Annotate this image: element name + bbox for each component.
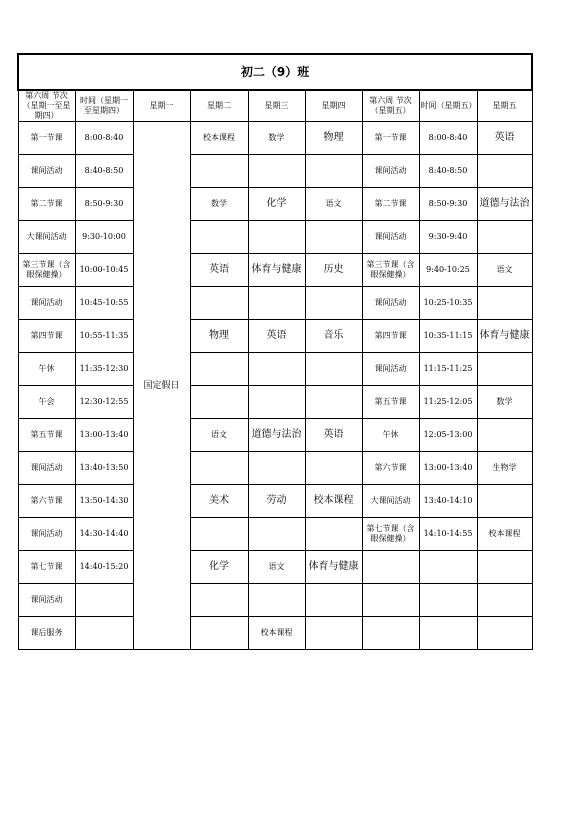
tuesday-cell bbox=[190, 584, 248, 617]
wednesday-cell bbox=[248, 155, 305, 188]
thursday-cell bbox=[305, 584, 362, 617]
tuesday-cell bbox=[190, 452, 248, 485]
tuesday-cell bbox=[190, 287, 248, 320]
friday-cell bbox=[477, 584, 532, 617]
time-cell: 8:40-8:50 bbox=[75, 155, 133, 188]
tuesday-cell: 校本课程 bbox=[190, 122, 248, 155]
tuesday-cell: 英语 bbox=[190, 254, 248, 287]
thursday-cell: 历史 bbox=[305, 254, 362, 287]
wednesday-cell: 劳动 bbox=[248, 485, 305, 518]
thursday-cell: 英语 bbox=[305, 419, 362, 452]
wednesday-cell: 语文 bbox=[248, 551, 305, 584]
friday-time-cell: 8:00-8:40 bbox=[419, 122, 477, 155]
friday-time-cell bbox=[419, 584, 477, 617]
wednesday-cell bbox=[248, 452, 305, 485]
period-cell: 第六节课 bbox=[18, 485, 75, 518]
friday-cell bbox=[477, 353, 532, 386]
friday-time-cell: 13:00-13:40 bbox=[419, 452, 477, 485]
wednesday-cell: 道德与法治 bbox=[248, 419, 305, 452]
time-cell: 13:00-13:40 bbox=[75, 419, 133, 452]
friday-time-cell bbox=[419, 617, 477, 650]
period-cell: 课间活动 bbox=[18, 155, 75, 188]
thursday-cell: 语文 bbox=[305, 188, 362, 221]
friday-period-cell: 午休 bbox=[362, 419, 419, 452]
period-cell: 第三节课（含眼保健操） bbox=[18, 254, 75, 287]
friday-period-cell: 课间活动 bbox=[362, 287, 419, 320]
period-cell: 课间活动 bbox=[18, 518, 75, 551]
table-row bbox=[18, 551, 532, 584]
friday-cell bbox=[477, 485, 532, 518]
tuesday-cell bbox=[190, 518, 248, 551]
friday-cell bbox=[477, 221, 532, 254]
wednesday-cell: 校本课程 bbox=[248, 617, 305, 650]
friday-cell: 数学 bbox=[477, 386, 532, 419]
friday-cell: 体育与健康 bbox=[477, 320, 532, 353]
table-row bbox=[18, 617, 532, 650]
time-cell: 10:45-10:55 bbox=[75, 287, 133, 320]
header-row bbox=[18, 90, 532, 122]
friday-time-cell: 13:40-14:10 bbox=[419, 485, 477, 518]
period-cell: 课间活动 bbox=[18, 452, 75, 485]
table-row bbox=[18, 287, 532, 320]
timetable-title: 初二（9）班 bbox=[18, 54, 532, 90]
header-time-fri: 时间（星期五） bbox=[419, 90, 477, 122]
header-tuesday: 星期二 bbox=[190, 90, 248, 122]
thursday-cell bbox=[305, 221, 362, 254]
wednesday-cell bbox=[248, 386, 305, 419]
friday-cell bbox=[477, 551, 532, 584]
time-cell: 8:00-8:40 bbox=[75, 122, 133, 155]
thursday-cell bbox=[305, 518, 362, 551]
header-thursday: 星期四 bbox=[305, 90, 362, 122]
wednesday-cell bbox=[248, 221, 305, 254]
tuesday-cell: 物理 bbox=[190, 320, 248, 353]
friday-period-cell: 第七节课（含眼保健操） bbox=[362, 518, 419, 551]
wednesday-cell bbox=[248, 584, 305, 617]
friday-cell bbox=[477, 419, 532, 452]
period-cell: 第五节课 bbox=[18, 419, 75, 452]
period-cell: 第一节课 bbox=[18, 122, 75, 155]
period-cell: 午休 bbox=[18, 353, 75, 386]
friday-time-cell: 10:35-11:15 bbox=[419, 320, 477, 353]
period-cell: 课间活动 bbox=[18, 287, 75, 320]
thursday-cell bbox=[305, 617, 362, 650]
friday-period-cell: 课间活动 bbox=[362, 155, 419, 188]
thursday-cell bbox=[305, 155, 362, 188]
friday-cell bbox=[477, 287, 532, 320]
title-row bbox=[18, 54, 532, 90]
table-row bbox=[18, 320, 532, 353]
friday-time-cell: 10:25-10:35 bbox=[419, 287, 477, 320]
thursday-cell: 音乐 bbox=[305, 320, 362, 353]
friday-period-cell: 大课间活动 bbox=[362, 485, 419, 518]
thursday-cell: 校本课程 bbox=[305, 485, 362, 518]
time-cell: 10:55-11:35 bbox=[75, 320, 133, 353]
table-row bbox=[18, 584, 532, 617]
friday-time-cell: 14:10-14:55 bbox=[419, 518, 477, 551]
header-period-fri: 第六周 节次（星期五） bbox=[362, 90, 419, 122]
wednesday-cell: 化学 bbox=[248, 188, 305, 221]
time-cell: 8:50-9:30 bbox=[75, 188, 133, 221]
period-cell: 第四节课 bbox=[18, 320, 75, 353]
thursday-cell: 体育与健康 bbox=[305, 551, 362, 584]
thursday-cell bbox=[305, 287, 362, 320]
tuesday-cell: 语文 bbox=[190, 419, 248, 452]
time-cell: 9:30-10:00 bbox=[75, 221, 133, 254]
time-cell bbox=[75, 584, 133, 617]
wednesday-cell bbox=[248, 518, 305, 551]
time-cell bbox=[75, 617, 133, 650]
table-row bbox=[18, 254, 532, 287]
friday-period-cell: 第四节课 bbox=[362, 320, 419, 353]
wednesday-cell bbox=[248, 353, 305, 386]
tuesday-cell bbox=[190, 221, 248, 254]
monday-holiday-cell: 国定假日 bbox=[133, 122, 190, 650]
period-cell: 第二节课 bbox=[18, 188, 75, 221]
time-cell: 14:30-14:40 bbox=[75, 518, 133, 551]
tuesday-cell bbox=[190, 353, 248, 386]
header-period-mon-thu: 第六周 节次（星期一至星期四） bbox=[18, 90, 75, 122]
friday-time-cell: 8:40-8:50 bbox=[419, 155, 477, 188]
friday-period-cell: 第二节课 bbox=[362, 188, 419, 221]
friday-period-cell bbox=[362, 551, 419, 584]
tuesday-cell bbox=[190, 617, 248, 650]
friday-cell: 语文 bbox=[477, 254, 532, 287]
friday-time-cell: 9:30-9:40 bbox=[419, 221, 477, 254]
friday-time-cell: 12:05-13:00 bbox=[419, 419, 477, 452]
timetable bbox=[17, 53, 533, 650]
table-row bbox=[18, 188, 532, 221]
tuesday-cell bbox=[190, 386, 248, 419]
time-cell: 14:40-15:20 bbox=[75, 551, 133, 584]
thursday-cell bbox=[305, 353, 362, 386]
period-cell: 课间活动 bbox=[18, 584, 75, 617]
table-row bbox=[18, 122, 532, 155]
friday-period-cell: 课间活动 bbox=[362, 353, 419, 386]
header-friday: 星期五 bbox=[477, 90, 532, 122]
table-row bbox=[18, 155, 532, 188]
time-cell: 10:00-10:45 bbox=[75, 254, 133, 287]
friday-cell: 校本课程 bbox=[477, 518, 532, 551]
period-cell: 第七节课 bbox=[18, 551, 75, 584]
friday-cell bbox=[477, 155, 532, 188]
tuesday-cell: 化学 bbox=[190, 551, 248, 584]
period-cell: 午会 bbox=[18, 386, 75, 419]
friday-period-cell: 第五节课 bbox=[362, 386, 419, 419]
time-cell: 13:50-14:30 bbox=[75, 485, 133, 518]
table-row bbox=[18, 518, 532, 551]
friday-time-cell bbox=[419, 551, 477, 584]
thursday-cell bbox=[305, 386, 362, 419]
time-cell: 11:35-12:30 bbox=[75, 353, 133, 386]
friday-period-cell: 第一节课 bbox=[362, 122, 419, 155]
table-row bbox=[18, 386, 532, 419]
friday-cell: 英语 bbox=[477, 122, 532, 155]
table-row bbox=[18, 419, 532, 452]
friday-period-cell bbox=[362, 584, 419, 617]
friday-time-cell: 11:15-11:25 bbox=[419, 353, 477, 386]
friday-period-cell: 课间活动 bbox=[362, 221, 419, 254]
friday-cell: 生物学 bbox=[477, 452, 532, 485]
wednesday-cell: 数学 bbox=[248, 122, 305, 155]
time-cell: 13:40-13:50 bbox=[75, 452, 133, 485]
friday-period-cell: 第三节课（含眼保健操） bbox=[362, 254, 419, 287]
header-time-mon-thu: 时间（星期一至星期四） bbox=[75, 90, 133, 122]
period-cell: 大课间活动 bbox=[18, 221, 75, 254]
period-cell: 课后服务 bbox=[18, 617, 75, 650]
friday-cell: 道德与法治 bbox=[477, 188, 532, 221]
time-cell: 12:30-12:55 bbox=[75, 386, 133, 419]
thursday-cell bbox=[305, 452, 362, 485]
table-row bbox=[18, 353, 532, 386]
header-wednesday: 星期三 bbox=[248, 90, 305, 122]
wednesday-cell: 英语 bbox=[248, 320, 305, 353]
header-monday: 星期一 bbox=[133, 90, 190, 122]
wednesday-cell bbox=[248, 287, 305, 320]
wednesday-cell: 体育与健康 bbox=[248, 254, 305, 287]
thursday-cell: 物理 bbox=[305, 122, 362, 155]
friday-time-cell: 11:25-12:05 bbox=[419, 386, 477, 419]
friday-time-cell: 8:50-9:30 bbox=[419, 188, 477, 221]
friday-period-cell bbox=[362, 617, 419, 650]
table-row bbox=[18, 452, 532, 485]
table-row bbox=[18, 485, 532, 518]
friday-period-cell: 第六节课 bbox=[362, 452, 419, 485]
tuesday-cell: 美术 bbox=[190, 485, 248, 518]
tuesday-cell bbox=[190, 155, 248, 188]
friday-time-cell: 9:40-10:25 bbox=[419, 254, 477, 287]
table-row bbox=[18, 221, 532, 254]
tuesday-cell: 数学 bbox=[190, 188, 248, 221]
friday-cell bbox=[477, 617, 532, 650]
